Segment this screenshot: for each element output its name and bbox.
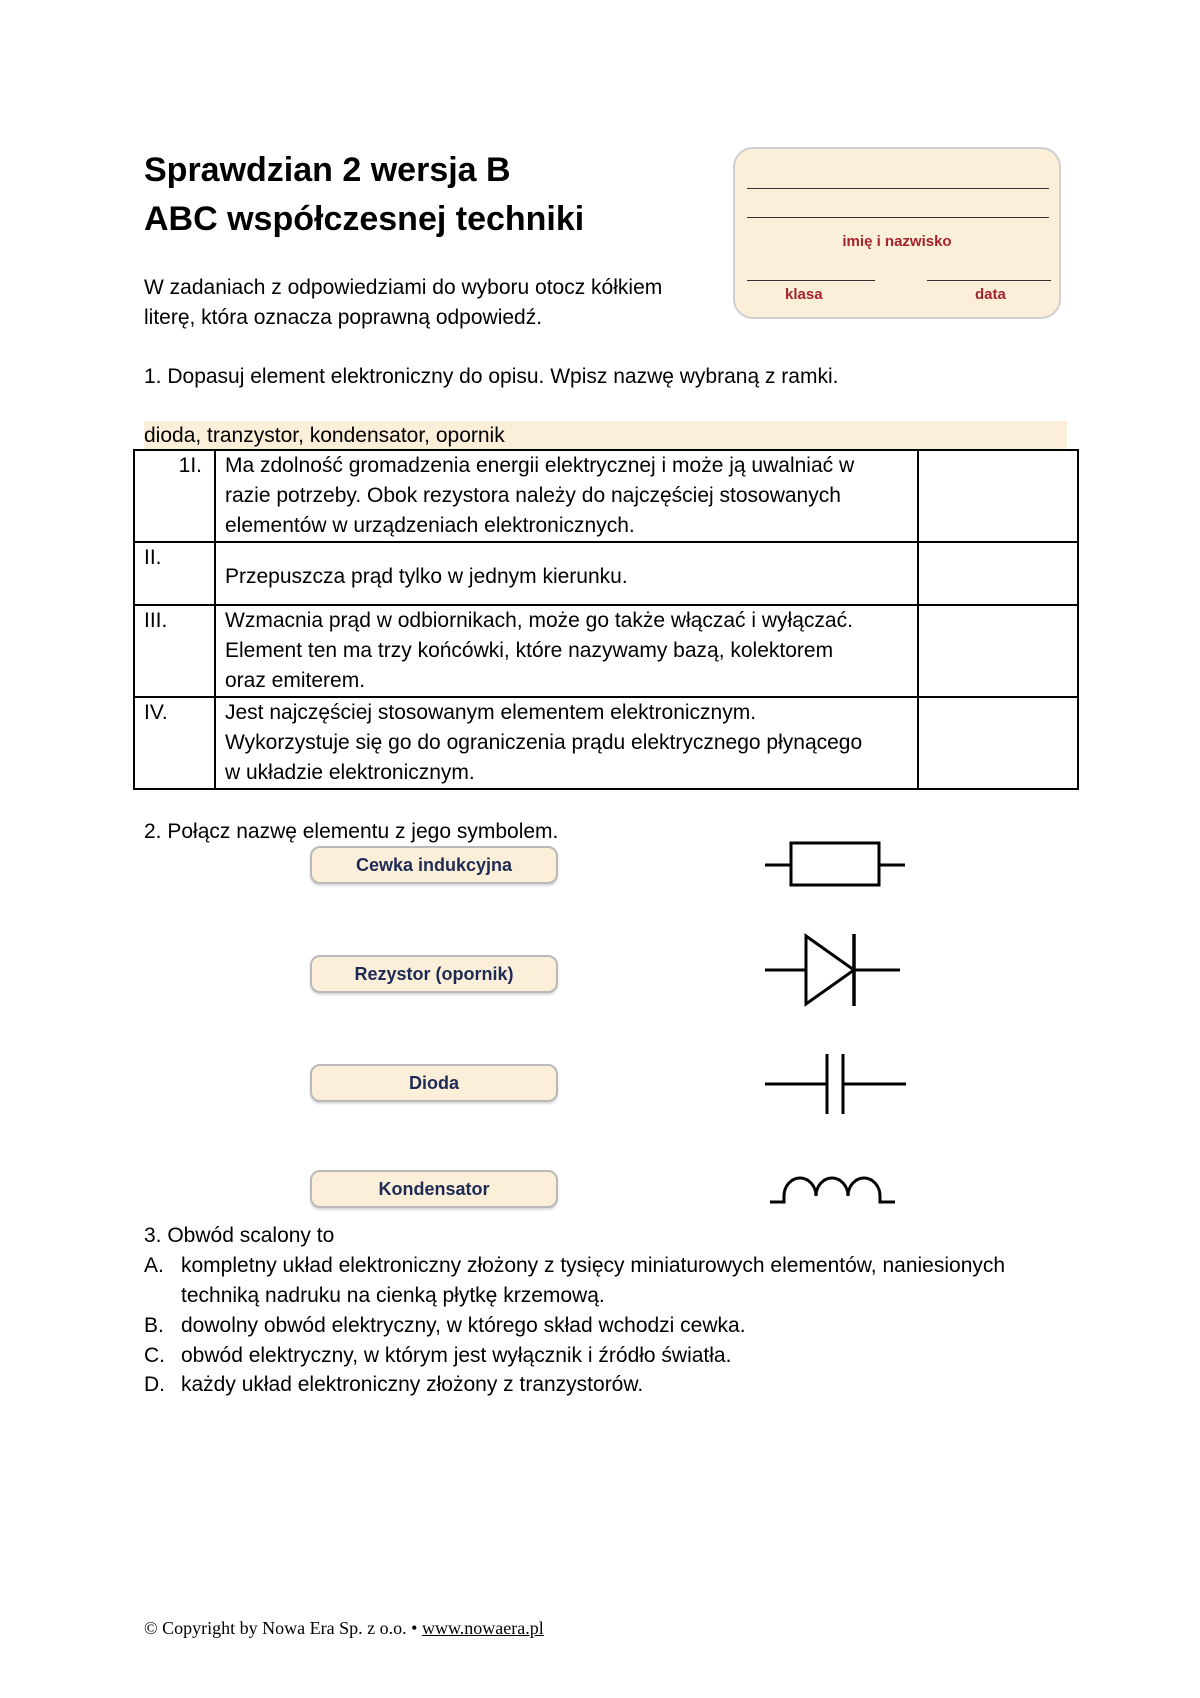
row-description	[215, 697, 918, 789]
row-number: III.	[134, 605, 215, 697]
table-row	[134, 697, 1078, 789]
option-letter-a[interactable]: A.	[144, 1254, 164, 1277]
description-line: Wzmacnia prąd w odbiornikach, może go także włączać i wyłączać.	[225, 609, 853, 632]
name-line-2[interactable]	[747, 217, 1049, 218]
footer	[144, 1618, 544, 1639]
answer-cell[interactable]	[918, 605, 1078, 697]
answer-cell[interactable]	[918, 542, 1078, 605]
description-line: oraz emiterem.	[225, 669, 366, 692]
inductor-symbol-icon[interactable]	[765, 1160, 905, 1210]
word-bank: dioda, tranzystor, kondensator, opornik	[144, 421, 1067, 449]
question-1-prompt: 1. Dopasuj element elektroniczny do opisu. Wpisz nazwę wybraną z ramki.	[144, 365, 839, 388]
diode-symbol-icon[interactable]	[760, 930, 910, 1010]
option-a-line-1: kompletny układ elektroniczny złożony z tysięcy miniaturowych elementów, naniesionych	[181, 1254, 1006, 1277]
name-label: imię i nazwisko	[842, 233, 952, 250]
element-name-coil[interactable]: Cewka indukcyjna	[310, 846, 558, 884]
description-line: Wykorzystuje się go do ograniczenia prądu elektrycznego płynącego	[225, 731, 863, 754]
row-description	[215, 605, 918, 697]
option-letter-b[interactable]: B.	[144, 1314, 164, 1337]
option-c-text: obwód elektryczny, w którym jest wyłącznik i źródło światła.	[181, 1344, 732, 1367]
resistor-symbol-icon[interactable]	[760, 835, 910, 895]
table-row	[134, 542, 1078, 605]
student-info-box	[733, 147, 1061, 319]
answer-cell[interactable]	[918, 697, 1078, 789]
element-name-resistor[interactable]: Rezystor (opornik)	[310, 955, 558, 993]
name-line-1[interactable]	[747, 188, 1049, 189]
description-line: Element ten ma trzy końcówki, które nazywamy bazą, kolektorem	[225, 639, 834, 662]
question-3-prompt: 3. Obwód scalony to	[144, 1224, 335, 1247]
row-number: 1I.	[134, 450, 215, 542]
element-name-diode[interactable]: Dioda	[310, 1064, 558, 1102]
copyright-text: © Copyright by Nowa Era Sp. z o.o. •	[144, 1618, 422, 1638]
publisher-link[interactable]: www.nowaera.pl	[421, 1618, 544, 1638]
instructions-line-1: W zadaniach z odpowiedziami do wyboru otocz kółkiem	[144, 276, 663, 299]
description-line: Przepuszcza prąd tylko w jednym kierunku.	[225, 565, 628, 588]
page-subtitle: ABC współczesnej techniki	[144, 200, 585, 238]
question-1-table	[133, 449, 1079, 790]
description-line: Ma zdolność gromadzenia energii elektrycznej i może ją uwalniać w	[225, 454, 855, 477]
option-d-text: każdy układ elektroniczny złożony z tranzystorów.	[181, 1373, 644, 1396]
page-title: Sprawdzian 2 wersja B	[144, 151, 511, 189]
option-letter-c[interactable]: C.	[144, 1344, 165, 1367]
table-row	[134, 605, 1078, 697]
description-line: elementów w urządzeniach elektronicznych.	[225, 514, 635, 537]
instructions-line-2: literę, która oznacza poprawną odpowiedź.	[144, 306, 543, 329]
row-number: II.	[134, 542, 215, 605]
row-description	[215, 542, 918, 605]
row-description	[215, 450, 918, 542]
element-name-capacitor[interactable]: Kondensator	[310, 1170, 558, 1208]
description-line: Jest najczęściej stosowanym elementem elektronicznym.	[225, 701, 757, 724]
question-2-prompt: 2. Połącz nazwę elementu z jego symbolem.	[144, 820, 559, 843]
row-number: IV.	[134, 697, 215, 789]
table-row	[134, 450, 1078, 542]
option-letter-d[interactable]: D.	[144, 1373, 165, 1396]
class-line[interactable]	[747, 280, 875, 281]
class-label: klasa	[785, 286, 823, 303]
capacitor-symbol-icon[interactable]	[760, 1048, 910, 1120]
answer-cell[interactable]	[918, 450, 1078, 542]
option-b-text: dowolny obwód elektryczny, w którego skład wchodzi cewka.	[181, 1314, 746, 1337]
description-line: w układzie elektronicznym.	[225, 761, 475, 784]
date-label: data	[975, 286, 1006, 303]
date-line[interactable]	[927, 280, 1051, 281]
description-line: razie potrzeby. Obok rezystora należy do najczęściej stosowanych	[225, 484, 841, 507]
option-a-line-2: techniką nadruku na cienką płytkę krzemową.	[181, 1284, 605, 1307]
